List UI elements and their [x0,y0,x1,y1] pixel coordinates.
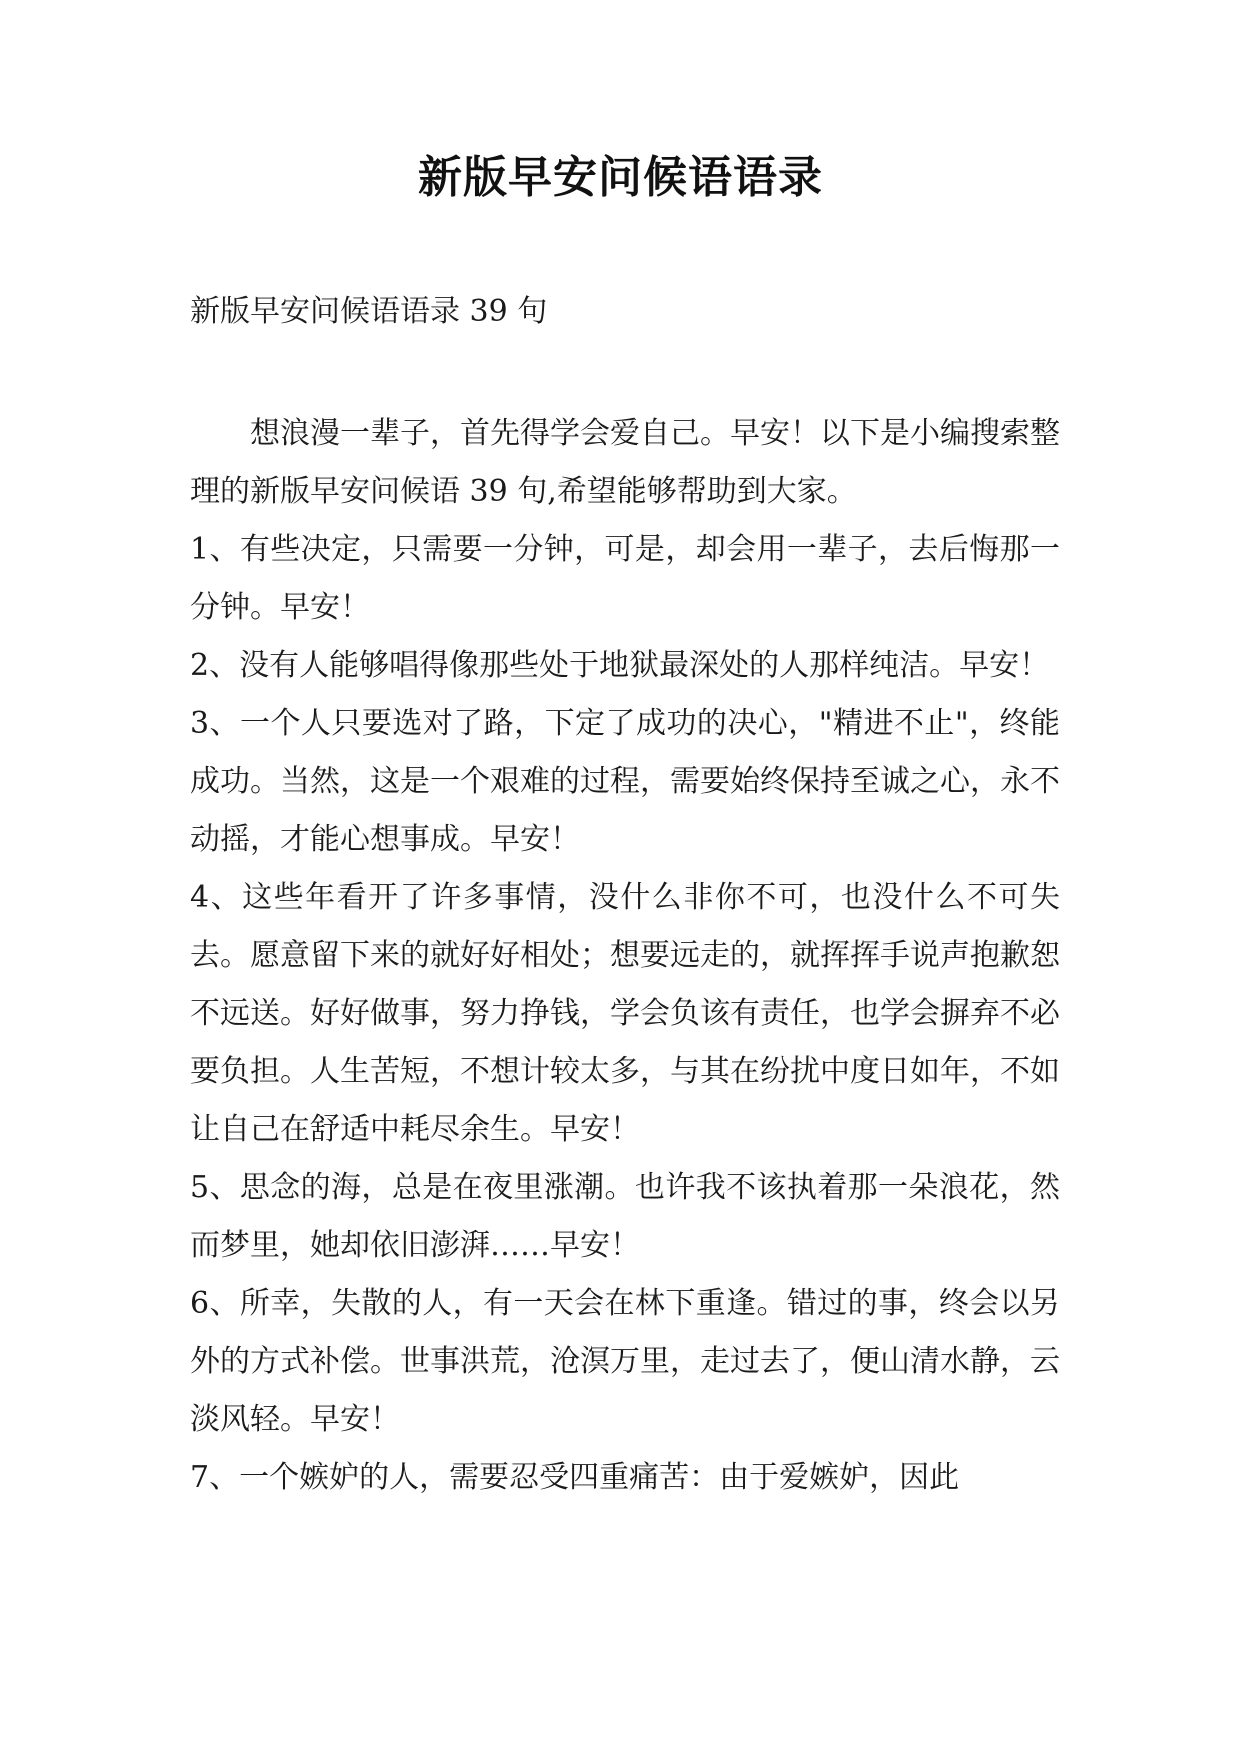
intro-paragraph: 想浪漫一辈子，首先得学会爱自己。早安！以下是小编搜索整理的新版早安问候语 39 句,希望能够帮助到大家。 [190,416,1060,509]
document-subtitle: 新版早安问候语语录 39 句 [190,294,548,329]
document-body [190,405,1060,1507]
quote-item-4: 4、这些年看开了许多事情，没什么非你不可，也没什么不可失去。愿意留下来的就好好相处；想要远走的，就挥挥手说声抱歉恕不远送。好好做事，努力挣钱，学会负该有责任，也学会摒弃不必要负担。人生苦短，不想计较太多，与其在纷扰中度日如年，不如让自己在舒适中耗尽余生。早安！ [190,880,1060,1147]
quote-item-5: 5、思念的海，总是在夜里涨潮。也许我不该执着那一朵浪花，然而梦里，她却依旧澎湃……早安！ [190,1170,1060,1263]
quote-item-3: 3、一个人只要选对了路，下定了成功的决心，"精进不止"，终能成功。当然，这是一个艰难的过程，需要始终保持至诚之心，永不动摇，才能心想事成。早安！ [190,706,1060,857]
quote-item-7: 7、一个嫉妒的人，需要忍受四重痛苦：由于爱嫉妒，因此 [190,1460,960,1495]
quote-item-6: 6、所幸，失散的人，有一天会在林下重逢。错过的事，终会以另外的方式补偿。世事洪荒，沧溟万里，走过去了，便山清水静，云淡风轻。早安！ [190,1286,1060,1437]
quote-item-1: 1、有些决定，只需要一分钟，可是，却会用一辈子，去后悔那一分钟。早安！ [190,532,1060,625]
quote-item-2: 2、没有人能够唱得像那些处于地狱最深处的人那样纯洁。早安！ [190,648,1050,683]
document-title: 新版早安问候语语录 [418,152,823,203]
